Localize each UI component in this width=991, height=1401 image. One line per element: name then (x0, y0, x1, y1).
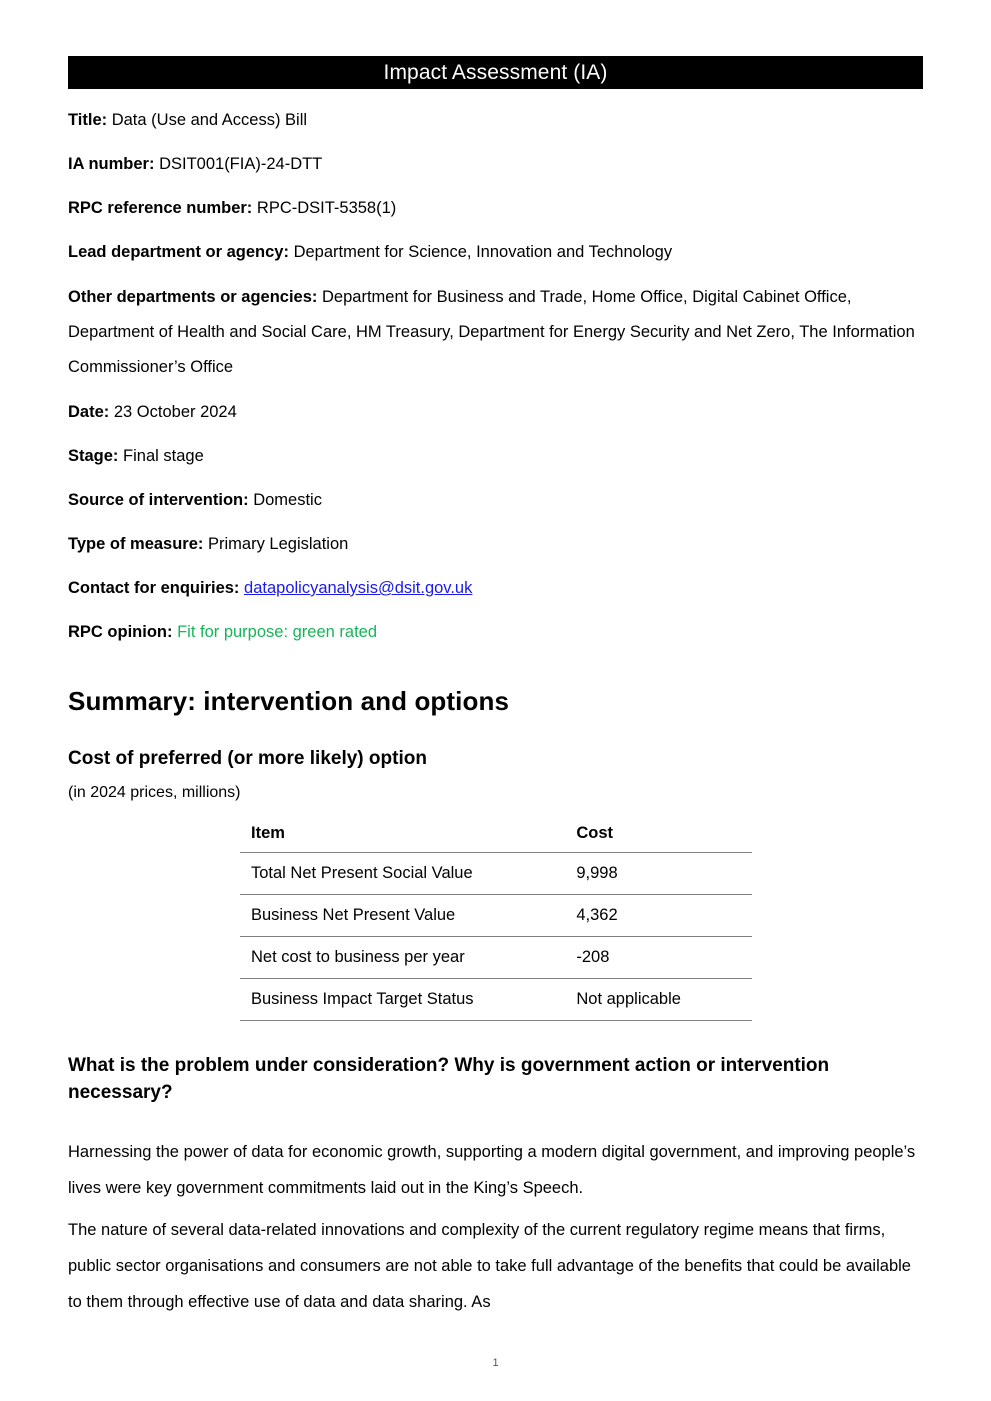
metadata-row-other-departments (68, 280, 923, 385)
cost-table-cell-item: Business Net Present Value (251, 906, 456, 924)
metadata-value-source-of-intervention: Domestic (253, 491, 322, 509)
metadata-label-rpc-reference-number: RPC reference number: (68, 199, 253, 217)
page-number-footer: 1 (492, 1357, 499, 1369)
metadata-label-other-departments: Other departments or agencies: (68, 288, 318, 306)
metadata-value-title: Data (Use and Access) Bill (111, 111, 308, 129)
metadata-label-stage: Stage: (68, 447, 119, 465)
cost-table-header-item: Item (251, 824, 285, 842)
summary-section-heading: Summary: intervention and options (68, 686, 510, 716)
metadata-row-title (68, 104, 923, 137)
metadata-label-date: Date: (68, 403, 110, 421)
metadata-block (68, 104, 923, 660)
metadata-label-type-of-measure: Type of measure: (68, 535, 204, 553)
metadata-row-rpc-reference-number (68, 192, 923, 225)
metadata-row-source-of-intervention (68, 484, 923, 517)
metadata-label-contact-for-enquiries: Contact for enquiries: (68, 579, 240, 597)
metadata-value-lead-department: Department for Science, Innovation and Technology (293, 243, 673, 261)
metadata-value-stage: Final stage (123, 447, 204, 465)
cost-option-heading: Cost of preferred (or more likely) option (68, 748, 427, 769)
cost-table-cell-cost: Not applicable (576, 990, 681, 1008)
problem-paragraph-2: The nature of several data-related innovations and complexity of the current regulatory regime means that firms, public sector organisations and consumers are not able to take full advantage of the benefits that could be available to them through effective use of data and data sharing. As (68, 1221, 911, 1311)
metadata-row-rpc-opinion (68, 616, 923, 649)
cost-table-body (240, 853, 752, 1021)
cost-table-cell-cost: 4,362 (576, 906, 618, 924)
price-basis-note: (in 2024 prices, millions) (68, 784, 241, 801)
document-title-text: Impact Assessment (IA) (383, 60, 608, 84)
rpc-opinion-status: Fit for purpose: green rated (177, 623, 378, 641)
metadata-label-source-of-intervention: Source of intervention: (68, 491, 249, 509)
document-title-banner (68, 56, 923, 89)
metadata-label-rpc-opinion: RPC opinion: (68, 623, 173, 641)
contact-email-link[interactable]: datapolicyanalysis@dsit.gov.uk (244, 579, 473, 597)
table-row (240, 853, 752, 895)
metadata-row-stage (68, 440, 923, 473)
cost-table-cell-cost: -208 (576, 948, 610, 966)
cost-table-header-row (240, 822, 752, 853)
problem-section-heading: What is the problem under consideration? Why is government action or intervention necessary? (68, 1055, 830, 1103)
metadata-row-ia-number (68, 148, 923, 181)
table-row (240, 895, 752, 937)
metadata-row-date (68, 396, 923, 429)
metadata-row-type-of-measure (68, 528, 923, 561)
table-row (240, 937, 752, 979)
metadata-value-other-departments: Department for Business and Trade, Home Office, Digital Cabinet Office, Department of Health and Social Care, HM Treasury, Department for Energy Security and Net Zero, The Information Commissioner’s Office (68, 288, 915, 376)
metadata-label-lead-department: Lead department or agency: (68, 243, 289, 261)
metadata-value-type-of-measure: Primary Legislation (208, 535, 349, 553)
cost-summary-table (240, 822, 752, 1021)
metadata-label-title: Title: (68, 111, 108, 129)
cost-table-head (240, 822, 752, 853)
metadata-row-lead-department (68, 236, 923, 269)
cost-table-cell-item: Business Impact Target Status (251, 990, 474, 1008)
cost-table-cell-item: Total Net Present Social Value (251, 864, 473, 882)
cost-table-cell-item: Net cost to business per year (251, 948, 465, 966)
problem-paragraph-1: Harnessing the power of data for economic growth, supporting a modern digital government, and improving people’s lives were key government commitments laid out in the King’s Speech. (68, 1143, 916, 1197)
cost-table-cell-cost: 9,998 (576, 864, 618, 882)
metadata-label-ia-number: IA number: (68, 155, 155, 173)
metadata-value-rpc-reference-number: RPC-DSIT-5358(1) (256, 199, 397, 217)
metadata-value-ia-number: DSIT001(FIA)-24-DTT (159, 155, 323, 173)
cost-table-header-cost: Cost (576, 824, 614, 842)
metadata-value-date: 23 October 2024 (113, 403, 237, 421)
metadata-row-contact-for-enquiries (68, 572, 923, 605)
table-row (240, 979, 752, 1021)
